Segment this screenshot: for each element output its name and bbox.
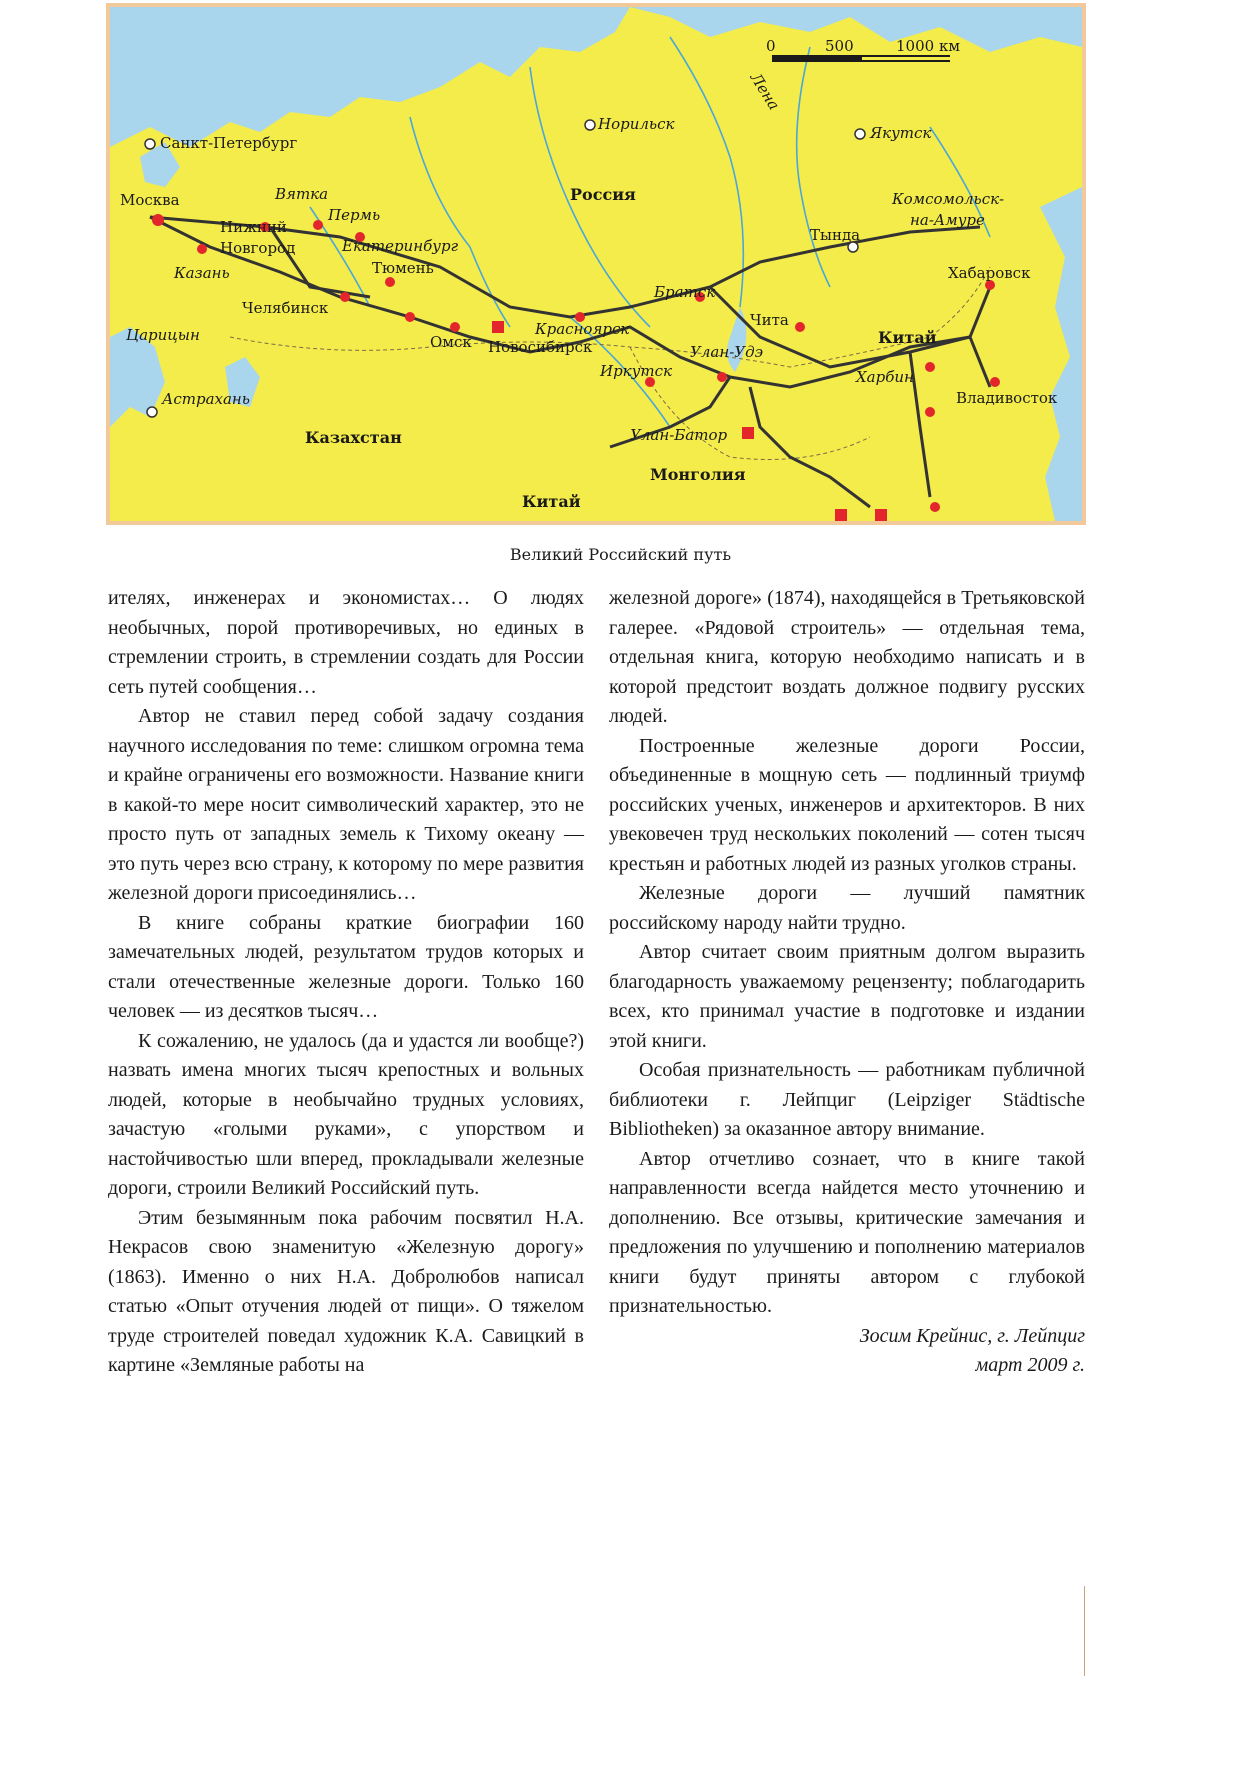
country-russia: Россия	[570, 185, 636, 204]
paragraph: Автор не ставил перед собой задачу создания научного исследования по теме: слишком огромна тема и крайне ограничены его возможности. Название книги в какой-то мере носит символический характер, это не просто путь от западных земель к Тихому океану — это путь через всю страну, к которому по мере развития железной дороги присоединялись…	[108, 705, 584, 904]
river-lena-label: Лена	[746, 69, 784, 114]
city-kazan: Казань	[174, 264, 230, 282]
city-perm: Пермь	[328, 206, 381, 224]
city-nizhny-2: Новгород	[220, 239, 296, 257]
country-china-south: Китай	[522, 492, 581, 511]
text-column-right	[609, 584, 1085, 1381]
scale-bar	[766, 37, 960, 61]
city-omsk: Омск	[430, 333, 472, 351]
paragraph: Особая признательность — работникам публичной библиотеки г. Лейпциг (Leipziger Städtische Bibliotheken) за оказанное автору внимание.	[609, 1059, 1085, 1140]
paragraph: В книге собраны краткие биографии 160 замечательных людей, результатом трудов которых и стали отечественные железные дороги. Только 160 человек — из десятков тысяч…	[108, 911, 584, 1022]
text-column-left	[108, 584, 584, 1381]
railway-map	[106, 3, 1086, 525]
paragraph: Построенные железные дороги России, объединенные в мощную сеть — подлинный триумф российских ученых, инженеров и архитекторов. В них увековечен труд нескольких поколений — сотен тысяч крестьян и работных людей из разных уголков страны.	[609, 734, 1085, 875]
paragraph: Этим безымянным пока рабочим посвятил Н.А. Некрасов свою знаменитую «Железную дорогу» (1863). Именно о них Н.А. Добролюбов написал статью «Опыт отучения людей от пищи». О тяжелом труде строителей поведал художник К.А. Савицкий в картине «Земляные работы на	[108, 1206, 584, 1376]
paragraph: Автор считает своим приятным долгом выразить благодарность уважаемому рецензенту; поблагодарить всех, кто принимал участие в подготовке и издании этой книги.	[609, 941, 1085, 1052]
city-khabarovsk: Хабаровск	[948, 264, 1031, 282]
signature-author: Зосим Крейнис, г. Лейпциг	[859, 1324, 1085, 1347]
city-ulanude: Улан-Удэ	[690, 343, 764, 361]
page-edge-line	[1084, 1586, 1085, 1676]
city-moscow: Москва	[120, 191, 180, 209]
paragraph: Железные дороги — лучший памятник российскому народу найти трудно.	[609, 882, 1085, 934]
country-kazakhstan: Казахстан	[305, 428, 402, 447]
city-komsomolsk-1: Комсомольск-	[892, 190, 1005, 208]
city-spb: Санкт-Петербург	[160, 134, 298, 152]
scale-label-500: 500	[825, 37, 854, 55]
map-caption: Великий Российский путь	[509, 545, 732, 564]
city-vladivostok: Владивосток	[956, 389, 1058, 407]
signature-date: март 2009 г.	[975, 1354, 1085, 1376]
city-tsaritsyn: Царицын	[126, 326, 200, 344]
paragraph: ителях, инженерах и экономистах… О людях необычных, порой противоречивых, но единых в стремлении строить, в стремлении создать для России сеть путей сообщения…	[108, 587, 584, 698]
city-harbin: Харбин	[856, 368, 914, 386]
railways	[150, 217, 990, 507]
country-china-east: Китай	[878, 328, 937, 347]
paragraph: Автор отчетливо сознает, что в книге такой направленности всегда найдется место уточнению и дополнению. Все отзывы, критические замечания и предложения по улучшению и пополнению материалов книги будут приняты автором с глубокой признательностью.	[609, 1147, 1085, 1317]
city-irkutsk: Иркутск	[600, 362, 672, 380]
city-krasnoyarsk: Красноярск	[535, 320, 630, 338]
scale-label-1000: 1000 км	[896, 37, 960, 55]
country-mongolia: Монголия	[650, 465, 746, 484]
city-chelyabinsk: Челябинск	[242, 299, 329, 317]
scale-label-0: 0	[766, 37, 776, 55]
city-tyumen: Тюмень	[372, 259, 434, 277]
city-ulanbator: Улан-Батор	[630, 426, 728, 444]
city-komsomolsk-2: на-Амуре	[910, 211, 985, 229]
paragraph: железной дороге» (1874), находящейся в Третьяковской галерее. «Рядовой строитель» — отдельная тема, отдельная книга, которую необходимо написать и в которой предстоит воздать должное подвигу русских людей.	[609, 587, 1085, 727]
city-yakutsk: Якутск	[870, 124, 932, 142]
city-bratsk: Братск	[654, 283, 716, 301]
city-ekb: Екатеринбург	[342, 237, 459, 255]
city-nizhny-1: Нижний	[220, 218, 287, 236]
city-tynda: Тында	[810, 226, 861, 244]
city-novosibirsk: Новосибирск	[488, 338, 593, 356]
city-vyatka: Вятка	[275, 185, 329, 203]
city-chita: Чита	[750, 311, 789, 329]
city-norilsk: Норильск	[598, 115, 675, 133]
city-astrakhan: Астрахань	[162, 390, 250, 408]
map-canvas	[110, 7, 1082, 521]
paragraph: К сожалению, не удалось (да и удастся ли вообще?) назвать имена многих тысяч крепостных и вольных людей, которые в необычайно трудных условиях, зачастую «голыми руками», с упорством и настойчивостью шли вперед, прокладывали железные дороги, строили Великий Российский путь.	[108, 1029, 584, 1199]
